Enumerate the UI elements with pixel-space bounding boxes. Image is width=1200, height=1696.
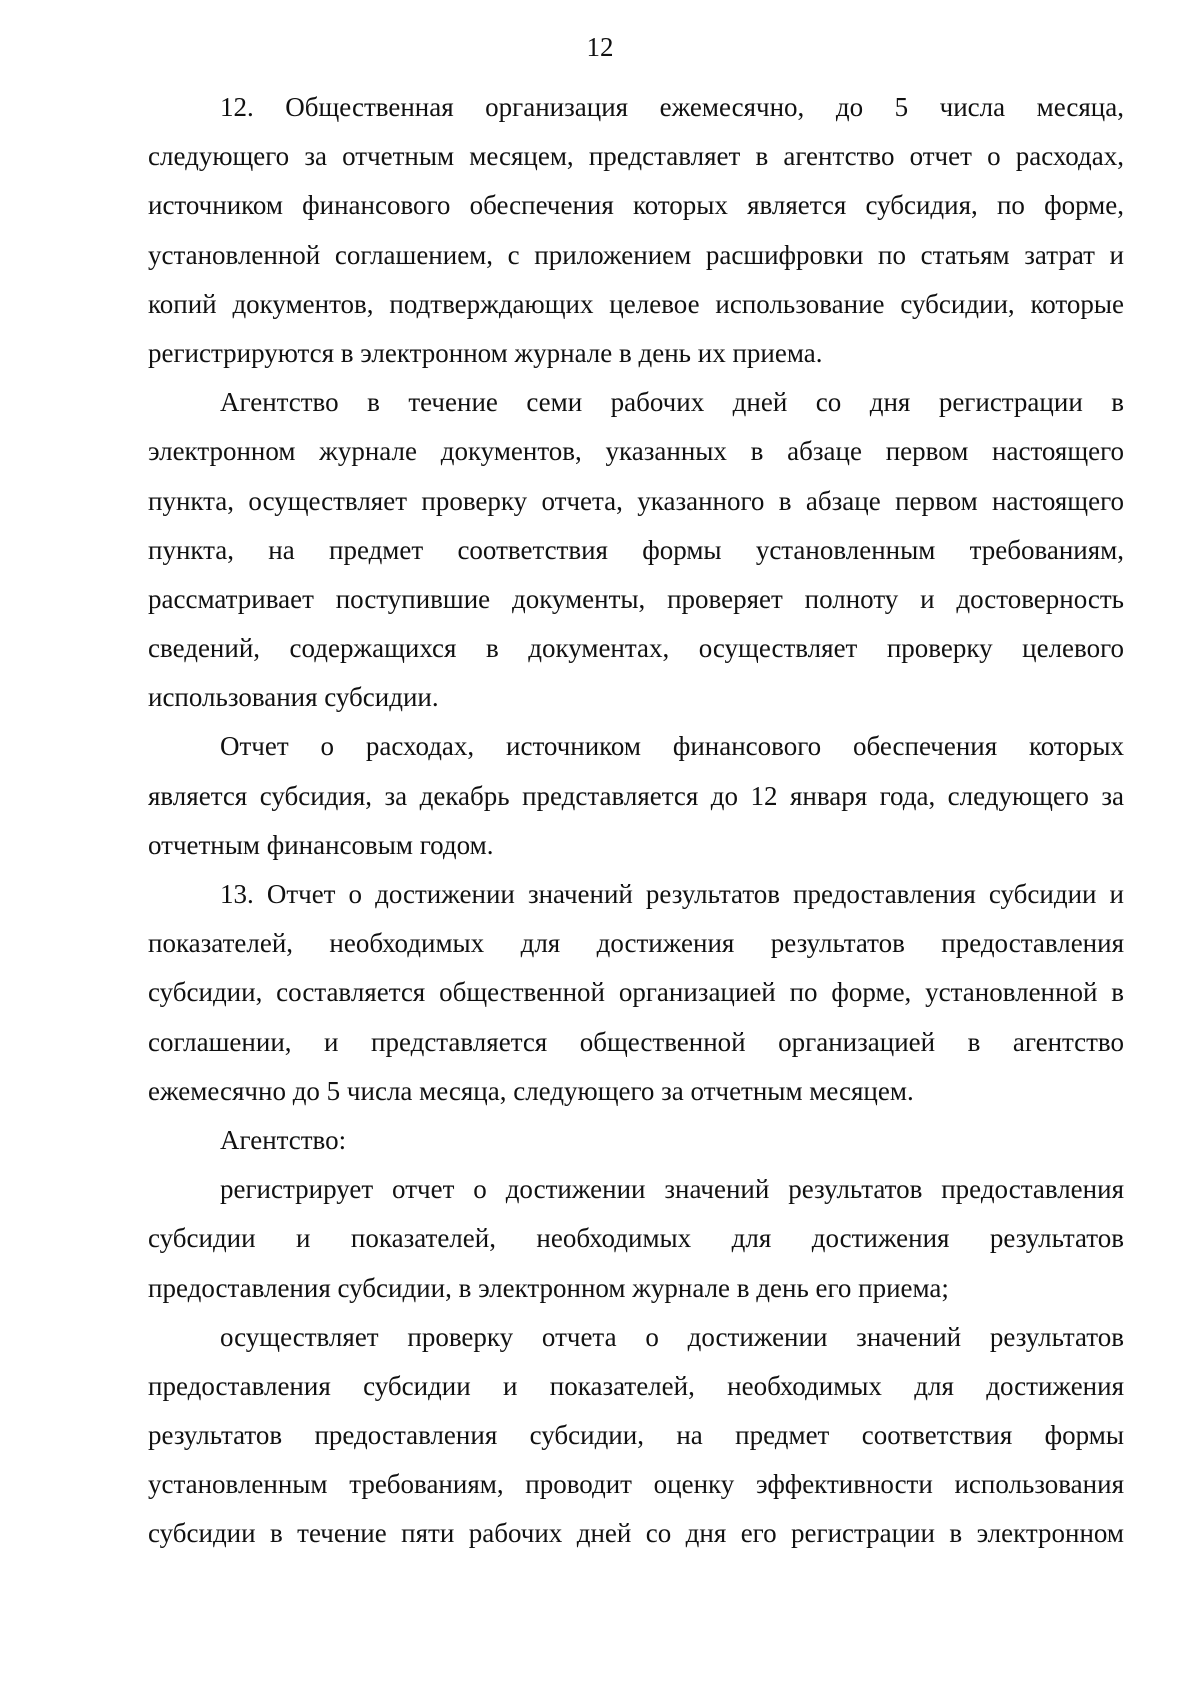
text-line: Агентство в течение семи рабочих дней со дня регистрации в (220, 387, 1124, 418)
text-line: следующего за отчетным месяцем, представляет в агентство отчет о расходах, (148, 141, 1124, 172)
text-line: сведений, содержащихся в документах, осуществляет проверку целевого (148, 633, 1124, 664)
paragraph (148, 378, 1124, 722)
text-line: рассматривает поступившие документы, проверяет полноту и достоверность (148, 583, 1124, 614)
text-line: пункта, на предмет соответствия формы установленным требованиям, (148, 534, 1124, 565)
paragraph (148, 1313, 1124, 1559)
paragraph (148, 870, 1124, 1116)
text-line: 12. Общественная организация ежемесячно, до 5 числа месяца, (220, 92, 1124, 122)
text-line: Отчет о расходах, источником финансового обеспечения которых (220, 731, 1124, 762)
text-line: предоставления субсидии и показателей, необходимых для достижения (148, 1370, 1124, 1401)
text-line: субсидии и показателей, необходимых для достижения результатов (148, 1223, 1124, 1254)
paragraph (148, 1165, 1124, 1313)
text-line: ежемесячно до 5 числа месяца, следующего за отчетным месяцем. (148, 1075, 914, 1106)
paragraph (148, 722, 1124, 870)
text-line: осуществляет проверку отчета о достижении значений результатов (220, 1321, 1124, 1352)
text-line: установленным требованиям, проводит оценку эффективности использования (148, 1469, 1124, 1500)
text-line: пункта, осуществляет проверку отчета, указанного в абзаце первом настоящего (148, 485, 1124, 516)
text-line: соглашении, и представляется общественной организацией в агентство (148, 1026, 1124, 1057)
text-line: регистрируются в электронном журнале в день их приема. (148, 337, 823, 368)
text-line: отчетным финансовым годом. (148, 829, 494, 860)
text-line: субсидии в течение пяти рабочих дней со дня его регистрации в электронном (148, 1518, 1124, 1549)
text-line: показателей, необходимых для достижения результатов предоставления (148, 928, 1124, 959)
paragraph (148, 1116, 1124, 1165)
text-line: регистрирует отчет о достижении значений результатов предоставления (220, 1174, 1124, 1205)
text-line: Агентство: (220, 1124, 347, 1155)
text-line: установленной соглашением, с приложением расшифровки по статьям затрат и (148, 239, 1124, 270)
text-line: использования субсидии. (148, 682, 439, 713)
text-line: является субсидия, за декабрь представляется до 12 января года, следующего за (148, 780, 1124, 811)
text-line: предоставления субсидии, в электронном журнале в день его приема; (148, 1272, 949, 1303)
document-body (148, 83, 1124, 1559)
text-line: источником финансового обеспечения которых является субсидия, по форме, (148, 190, 1124, 221)
text-line: копий документов, подтверждающих целевое использование субсидии, которые (148, 288, 1124, 319)
paragraph (148, 83, 1124, 378)
text-line: результатов предоставления субсидии, на предмет соответствия формы (148, 1420, 1124, 1451)
text-line: электронном журнале документов, указанных в абзаце первом настоящего (148, 436, 1124, 467)
page-number: 12 (586, 32, 614, 62)
text-line: субсидии, составляется общественной организацией по форме, установленной в (148, 977, 1124, 1008)
text-line: 13. Отчет о достижении значений результатов предоставления субсидии и (220, 879, 1124, 909)
